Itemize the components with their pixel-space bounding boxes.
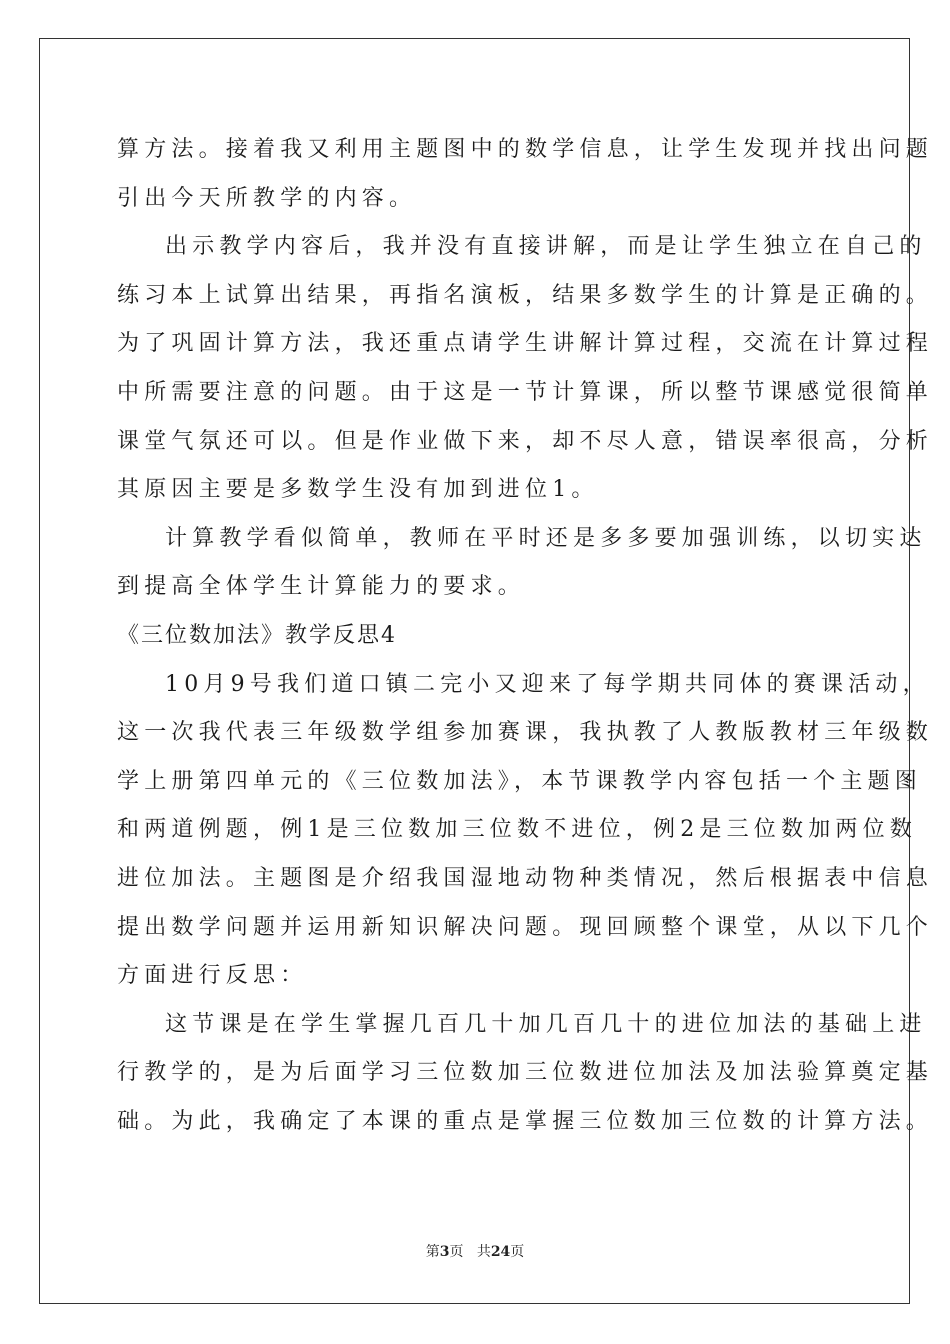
paragraph-start-line: 出示教学内容后，我并没有直接讲解，而是让学生独立在自己的 — [165, 234, 927, 260]
paragraph-start-line: 计算教学看似简单，教师在平时还是多多要加强训练，以切实达 — [165, 525, 927, 551]
text-line: 引出今天所教学的内容。 — [117, 185, 417, 211]
text-line: 提出数学问题并运用新知识解决问题。现回顾整个课堂，从以下几个 — [117, 914, 934, 940]
section-heading: 《三位数加法》教学反思4 — [117, 622, 397, 648]
text-line: 行教学的，是为后面学习三位数加三位数进位加法及加法验算奠定基 — [117, 1060, 934, 1086]
text-line: 其原因主要是多数学生没有加到进位1。 — [117, 477, 599, 503]
text-line: 学上册第四单元的《三位数加法》，本节课教学内容包括一个主题图 — [117, 768, 923, 794]
total-page-count: 24 — [490, 1244, 511, 1260]
text-line: 为了巩固计算方法，我还重点请学生讲解计算过程，交流在计算过程 — [117, 331, 934, 357]
text-line: 课堂气氛还可以。但是作业做下来，却不尽人意，错误率很高，分析 — [117, 428, 934, 454]
footer-page-suffix: 页 — [449, 1244, 464, 1260]
text-line: 进位加法。主题图是介绍我国湿地动物种类情况，然后根据表中信息 — [117, 865, 934, 891]
text-line: 到提高全体学生计算能力的要求。 — [117, 574, 526, 600]
text-line: 和两道例题，例1是三位数加三位数不进位，例2是三位数加两位数 — [117, 817, 917, 843]
text-line: 算方法。接着我又利用主题图中的数学信息，让学生发现并找出问题 — [117, 137, 934, 162]
text-line: 中所需要注意的问题。由于这是一节计算课，所以整节课感觉很简单 — [117, 379, 934, 405]
text-line: 础。为此，我确定了本课的重点是掌握三位数加三位数的计算方法。 — [117, 1108, 934, 1134]
page-footer — [0, 1242, 950, 1262]
current-page-number: 3 — [439, 1244, 450, 1260]
text-line: 这一次我代表三年级数学组参加赛课，我执教了人教版教材三年级数 — [117, 720, 934, 746]
paragraph-start-line: 这节课是在学生掌握几百几十加几百几十的进位加法的基础上进 — [165, 1011, 927, 1037]
text-line: 方面进行反思： — [117, 963, 308, 989]
text-line: 练习本上试算出结果，再指名演板，结果多数学生的计算是正确的。 — [117, 282, 934, 308]
footer-prefix: 第 — [425, 1244, 440, 1260]
paragraph-start-line: 10月9号我们道口镇二完小又迎来了每学期共同体的赛课活动， — [165, 671, 930, 697]
footer-total-suffix: 页 — [510, 1244, 525, 1260]
document-body — [117, 126, 934, 1146]
footer-total-prefix: 共 — [476, 1244, 491, 1260]
footer-separator — [463, 1244, 476, 1260]
